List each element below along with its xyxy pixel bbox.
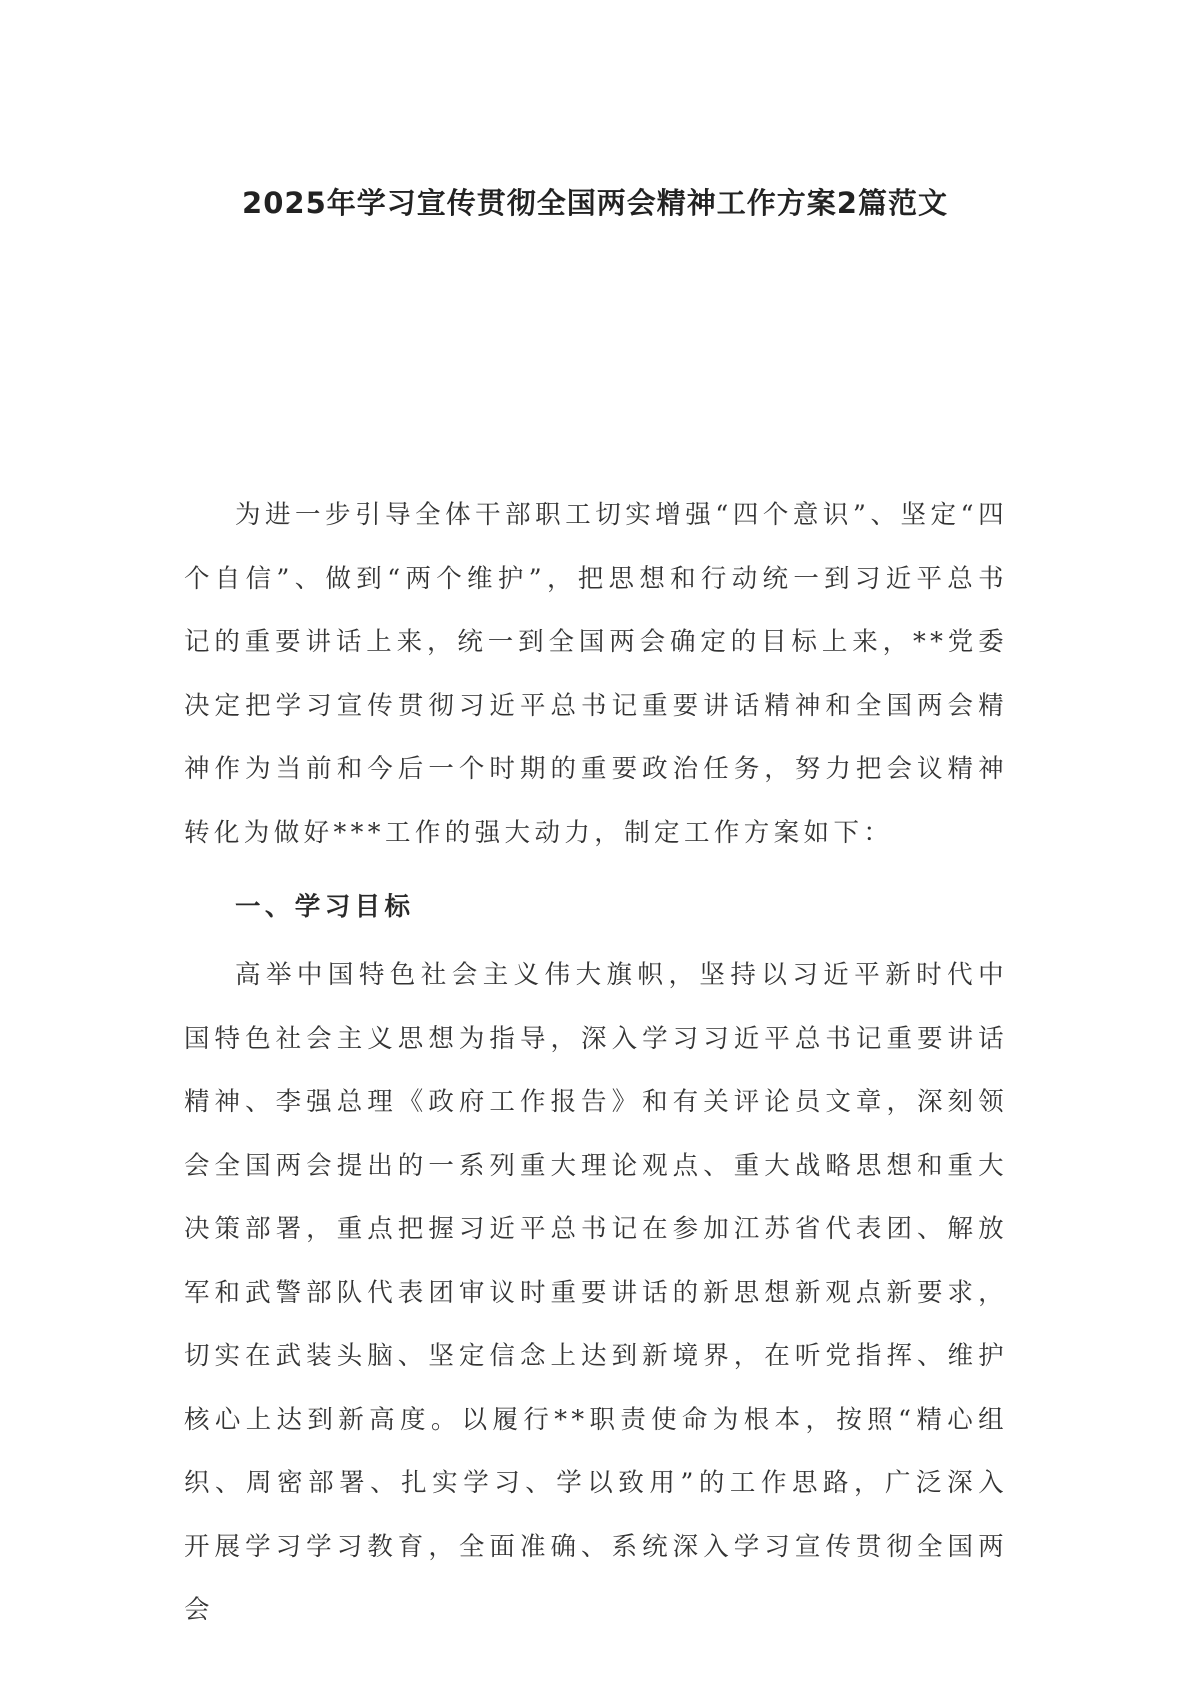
section-heading-learning-goals: 一、学习目标 [235,892,415,922]
learning-goals-paragraph: 高举中国特色社会主义伟大旗帜，坚持以习近平新时代中国特色社会主义思想为指导，深入学习习近平总书记重要讲话精神、李强总理《政府工作报告》和有关评论员文章，深刻领会全国两会提出的一系列重大理论观点、重大战略思想和重大决策部署，重点把握习近平总书记在参加江苏省代表团、解放军和武警部队代表团审议时重要讲话的新思想新观点新要求，切实在武装头脑、坚定信念上达到新境界，在听党指挥、维护核心上达到新高度。以履行**职责使命为根本，按照“精心组织、周密部署、扎实学习、学以致用”的工作思路，广泛深入开展学习学习教育，全面准确、系统深入学习宣传贯彻全国两会 [184,960,1008,1625]
intro-paragraph: 为进一步引导全体干部职工切实增强“四个意识”、坚定“四个自信”、做到“两个维护”，把思想和行动统一到习近平总书记的重要讲话上来，统一到全国两会确定的目标上来，**党委决定把学习宣传贯彻习近平总书记重要讲话精神和全国两会精神作为当前和今后一个时期的重要政治任务，努力把会议精神转化为做好***工作的强大动力，制定工作方案如下： [184,500,1008,848]
document-title: 2025年学习宣传贯彻全国两会精神工作方案2篇范文 [242,186,948,220]
